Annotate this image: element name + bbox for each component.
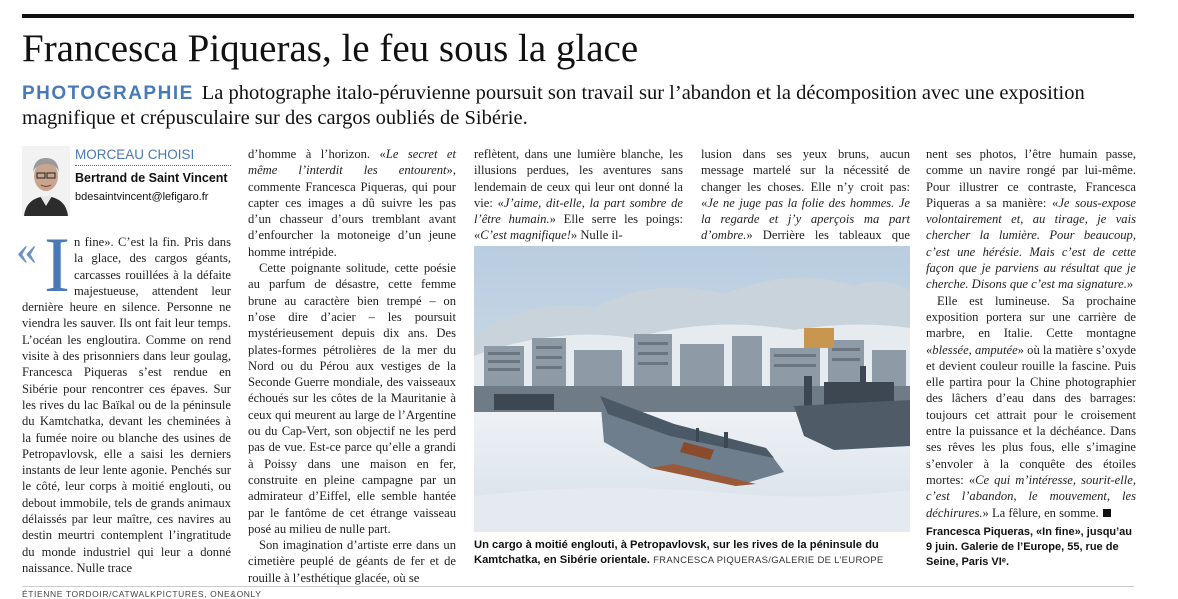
open-quote-mark: « bbox=[16, 228, 37, 274]
bottom-rule bbox=[22, 586, 1134, 587]
paragraph-2-text-a: d’homme à l’horizon. « bbox=[248, 147, 386, 161]
byline-author: Bertrand de Saint Vincent bbox=[75, 171, 228, 185]
headline: Francesca Piqueras, le feu sous la glace bbox=[22, 27, 639, 70]
photo-caption bbox=[474, 538, 910, 568]
paragraph-2-quote: Le secret et même l’interdit les entourent bbox=[248, 147, 456, 178]
article-column-3 bbox=[474, 146, 683, 244]
paragraph-7-text-a: nent ses photos, l’être humain passe, comme un navire rongé par lui-même. Pour illustrer ce contraste, Francesca Piqueras a sa manière: « bbox=[926, 147, 1136, 210]
article-column-5 bbox=[926, 146, 1136, 566]
paragraph-5-text-a: reflètent, dans une lumière blanche, les illusions perdues, les aventures sans lendemain de ceux qui leur ont donné la vie: « bbox=[474, 147, 683, 210]
exhibition-info: Francesca Piqueras, «In fine», jusqu’au 9 juin. Galerie de l’Europe, 55, rue de Seine, Paris VIᵉ. bbox=[926, 525, 1133, 568]
paragraph-8-text-a: Elle est lumineuse. Sa prochaine exposition portera sur une carrière de marbre, en Italie. Cette montagne « bbox=[926, 293, 1136, 357]
caption-text: Un cargo à moitié englouti, à Petropavlovsk, sur les rives de la péninsule du Kamtchatka, en Sibérie orientale. bbox=[474, 539, 879, 566]
shipwreck-photo bbox=[474, 246, 910, 532]
paragraph-5-text-c: » Nulle il- bbox=[570, 228, 623, 243]
article-column-4 bbox=[701, 146, 910, 260]
article-column-2 bbox=[248, 146, 456, 585]
standfirst-text: La photographe italo-péruvienne poursuit son travail sur l’abandon et la décomposition avec une exposition magnifique et crépusculaire sur des cargos oubliés de Sibérie. bbox=[22, 82, 1085, 129]
paragraph-7 bbox=[926, 146, 1136, 293]
paragraph-2 bbox=[248, 146, 456, 260]
author-portrait bbox=[22, 146, 70, 216]
paragraph-4: Son imagination d’artiste erre dans un cimetière peuplé de géants de fer et de rouille à l’esthétique glacée, où se bbox=[248, 538, 456, 585]
photo-credit: FRANCESCA PIQUERAS/GALERIE DE L’EUROPE bbox=[653, 554, 884, 566]
paragraph-8 bbox=[926, 293, 1136, 521]
section-rubric: PHOTOGRAPHIE bbox=[22, 83, 194, 104]
paragraph-6-text-b: » Derrière les tableaux que bbox=[746, 228, 910, 243]
paragraph-8-quote-1: blessée, amputée bbox=[932, 342, 1018, 357]
article-column-1 bbox=[16, 146, 231, 575]
paragraph-7-text-b: » bbox=[1126, 277, 1134, 292]
paragraph-1: n fine». C’est la fin. Pris dans la glace, des cargos géants, carcasses rouillées à la défaite majestueuse, attendent leur dernière heure en silence. Personne ne viendra les sauver. Ils ont fait leur temps. L’océan les engloutira. Comme on rend visite à des prisonniers dans leur goulag, Francesca Piqueras s’est rendue en Sibérie pour rencontrer ces épaves. Sur les rives du lac Baïkal ou de la péninsule du Kamtchatka, devant les cheminées à la fumée noire ou blanche des usines de Petropavlovsk, elle a saisi les derniers instants de leur lente agonie. Penchés sur le côté, leur corps à moitié englouti, ou debout immobile, tels de grands animaux délaissés par leur maître, ces navires au destin meurtri contemplent l’ingratitude du monde industriel qui leur a donné naissance. Nulle trace bbox=[22, 235, 231, 575]
standfirst bbox=[22, 81, 1134, 130]
footer-photo-credit: ÉTIENNE TORDOIR/CATWALKPICTURES, ONE&ONLY bbox=[22, 589, 262, 599]
paragraph-6 bbox=[701, 146, 910, 260]
paragraph-2-text-b: », commente Francesca Piqueras, qui pour capter ces images a dû suivre les pas d’un chasseur d’ours tremblant avant d’enfourcher la motoneige d’un jeune homme intrépide. bbox=[248, 163, 456, 259]
paragraph-6-text-a: lusion dans ses yeux bruns, aucun message martelé sur la nécessité de changer les choses. Elle n’y croit pas: « bbox=[701, 147, 910, 210]
paragraph-7-quote: Je sous-expose volontairement et, au tirage, je vais chercher la lumière. Pour beaucoup, c’est une hérésie. Mais c’est de cette façon que je parviens au résultat que je cherche. Disons que c’est ma signature. bbox=[926, 195, 1136, 292]
paragraph-5-text-b: » Elle serre les poings: « bbox=[474, 212, 683, 243]
paragraph-5-quote-1: J’aime, dit-elle, la part sombre de l’être humain. bbox=[474, 195, 683, 227]
article-column-3-4 bbox=[474, 146, 910, 243]
paragraph-8-text-c: » La fêlure, en somme. bbox=[982, 505, 1099, 520]
paragraph-8-quote-2: Ce qui m’intéresse, sourit-elle, c’est l’abandon, le mouvement, les déchirures. bbox=[926, 472, 1136, 520]
end-mark bbox=[1103, 509, 1111, 517]
paragraph-5-quote-2: C’est magnifique! bbox=[480, 228, 571, 243]
paragraph-3: Cette poignante solitude, cette poésie au parfum de désastre, cette femme brune au caractère bien trempé – on n’ose dire d’acier – les poursuit mystérieusement depuis dix ans. Des plates-formes pétrolières de la mer du Nord ou du Pérou aux vestiges de la Seconde Guerre mondiale, des vaisseaux échoués sur les côtes de la Mauritanie à ceux qui meurent au large de l’Argentine ou du Cap-Vert, son objectif ne les perd pas de vue. Est-ce parce qu’elle a grandi à Poissy dans une maison en fer, construite en pleine campagne par un admirateur d’Eiffel, elle semble hantée par le fantôme de cet étrange vaisseau posé au milieu de nulle part. bbox=[248, 261, 456, 536]
lead-paragraph bbox=[16, 221, 231, 576]
paragraph-8-text-b: » où la matière s’oxyde et devient couleur rouille la fascine. Puis elle partira pour la Chine photographier des lâchers d’eau dans des barrages: toujours cet attrait pour le croisement entre la puissance et la déchéance. Dans ses rêves les plus fous, elle s’imagine s’envoler à la conquête des étoiles mortes: « bbox=[926, 342, 1137, 487]
byline-rubric: MORCEAU CHOISI bbox=[75, 146, 231, 166]
paragraph-5 bbox=[474, 146, 683, 244]
paragraph-6-quote: Je ne juge pas la folie des hommes. Je la regarde et j’y aperçois ma part d’ombre. bbox=[701, 195, 910, 243]
dropcap: I bbox=[44, 221, 70, 308]
top-rule bbox=[22, 14, 1134, 18]
byline-email-link[interactable]: bdesaintvincent@lefigaro.fr bbox=[75, 191, 209, 203]
